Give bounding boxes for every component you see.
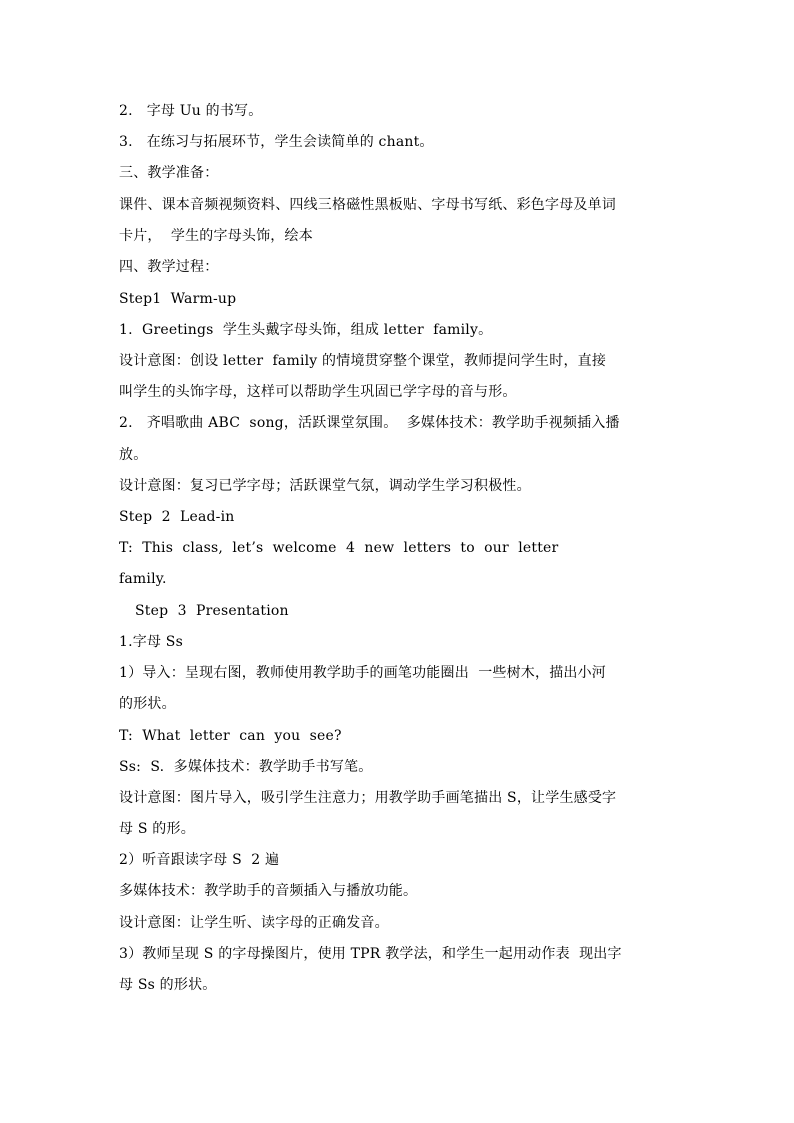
text-line: 母 S 的形。 [119,821,195,837]
text-line: T: This class, let’s welcome 4 new letters to our letter [119,540,559,556]
text-line: 卡片， 学生的字母头饰，绘本 [119,228,313,244]
text-line: 设计意图：让学生听、读字母的正确发音。 [119,915,389,931]
text-line: family. [119,571,167,587]
text-line: 2）听音跟读字母 S 2 遍 [119,852,280,868]
text-line: 多媒体技术：教学助手的音频插入与播放功能。 [119,883,418,899]
text-line: Ss: S. 多媒体技术：教学助手书写笔。 [119,759,373,775]
section-heading: 三、教学准备： [119,165,219,181]
text-line: 2. 齐唱歌曲 ABC song，活跃课堂氛围。 多媒体技术：教学助手视频插入播 [119,415,620,431]
text-line: 的形状。 [119,696,176,712]
text-line: 放。 [119,447,148,463]
text-line: 设计意图：复习已学字母；活跃课堂气氛，调动学生学习积极性。 [119,478,531,494]
step-heading: Step 2 Lead-in [119,509,235,525]
text-line: 1.字母 Ss [119,634,183,650]
text-line: 设计意图：创设 letter family 的情境贯穿整个课堂，教师提问学生时，直接 [119,353,607,369]
text-line: 母 Ss 的形状。 [119,977,217,993]
text-line: 课件、课本音频视频资料、四线三格磁性黑板贴、字母书写纸、彩色字母及单词 [119,197,616,213]
text-line: 3. 在练习与拓展环节，学生会读简单的 chant。 [119,134,434,150]
text-line: 1）导入：呈现右图，教师使用教学助手的画笔功能圈出 一些树木，描出小河 [119,665,607,681]
text-line: 3）教师呈现 S 的字母操图片，使用 TPR 教学法，和学生一起用动作表 现出字 [119,946,622,962]
text-line: 设计意图：图片导入，吸引学生注意力；用教学助手画笔描出 S，让学生感受字 [119,790,617,806]
text-line: 叫学生的头饰字母，这样可以帮助学生巩固已学字母的音与形。 [119,384,517,400]
step-heading: Step1 Warm-up [119,291,237,307]
text-line: 1. Greetings 学生头戴字母头饰，组成 letter family。 [119,322,493,338]
step-heading: Step 3 Presentation [135,603,289,619]
text-line: 2. 字母 Uu 的书写。 [119,103,263,119]
section-heading: 四、教学过程： [119,259,219,275]
text-line: T: What letter can you see? [119,728,342,744]
